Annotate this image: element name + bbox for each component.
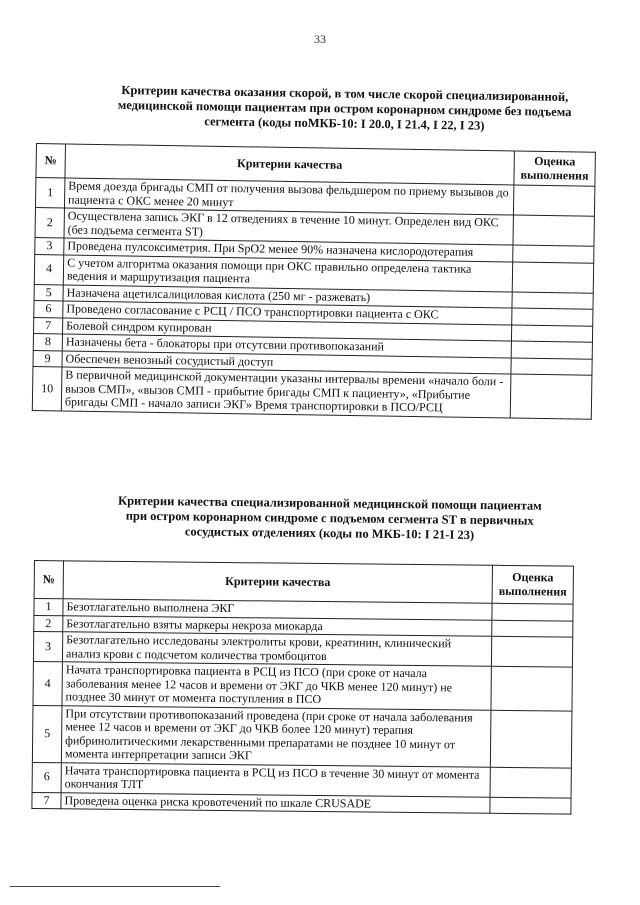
table-row: [32, 705, 572, 768]
evaluation-cell[interactable]: [511, 324, 592, 342]
row-number: 2: [34, 615, 63, 632]
evaluation-cell[interactable]: [490, 710, 572, 768]
criterion-text: Начата транспортировка пациента в РСЦ из ПСО (при сроке от начала заболевания менее 12 часов и времени от ЭКГ до ЧКВ менее 120 минут) не позднее 30 минут от момента поступления в ПСО: [62, 662, 491, 710]
row-number: 3: [33, 632, 62, 662]
evaluation-cell[interactable]: [492, 603, 573, 620]
header-criteria: Критерии качества: [63, 561, 492, 603]
evaluation-cell[interactable]: [513, 215, 594, 246]
criteria-table-2: [31, 560, 574, 815]
row-number: 2: [35, 207, 64, 237]
evaluation-cell[interactable]: [511, 341, 592, 359]
evaluation-cell[interactable]: [511, 357, 592, 375]
title-line: сегмента (коды поМКБ-10: I 20.0, I 21.4, I 22, I 23): [204, 114, 485, 133]
row-number: 3: [35, 237, 64, 254]
evaluation-cell[interactable]: [513, 245, 594, 263]
criterion-text: Проведена пулсоксиметрия. При SpO2 менее 90% назначена кислородотерапия: [64, 238, 513, 262]
criterion-text: Начата транспортировка пациента в РСЦ из ПСО в течение 30 минут от момента окончания ТЛТ: [61, 762, 490, 796]
criterion-text: Осуществлена запись ЭКГ в 12 отведениях в течение 10 минут. Определен вид ОКС (без подъема сегмента ST): [64, 208, 513, 245]
section2-title: [69, 493, 590, 544]
row-number: 1: [35, 178, 64, 208]
header-num: №: [36, 144, 66, 178]
header-evaluation: Оценка выполнения: [492, 565, 573, 604]
row-number: 5: [34, 284, 63, 301]
row-number: 7: [32, 792, 61, 809]
evaluation-cell[interactable]: [513, 185, 594, 216]
row-number: 8: [33, 333, 62, 350]
row-number: 10: [32, 366, 62, 410]
section1-title: [59, 82, 630, 136]
criterion-text: Безотлагательно выполнена ЭКГ: [63, 599, 492, 620]
criterion-text: Болевой синдром купирован: [63, 317, 512, 341]
evaluation-cell[interactable]: [512, 262, 593, 293]
criterion-text: В первичной медицинской документации указаны интервалы времени «начало боли - вызов СМП», «вызов СМП - прибытие бригады СМП к пациенту», «Прибытие бригады СМП - начало записи ЭКГ» Время транспортировки в ПСО/РСЦ: [61, 367, 511, 418]
row-number: 4: [33, 661, 62, 705]
criterion-text: Назначена ацетилсалициловая кислота (250 мг - разжевать): [63, 284, 512, 308]
criterion-text: Проведено согласование с РСЦ / ПСО транспортировки пациента с ОКС: [63, 301, 512, 325]
title-line: Критерии качества специализированной медицинской помощи пациентам: [117, 493, 542, 513]
header-criteria: Критерии качества: [65, 144, 514, 185]
criterion-text: Безотлагательно исследованы электролиты крови, креатинин, клинический анализ крови с подсчетом количества тромбоцитов: [62, 632, 491, 666]
criterion-text: Проведена оценка риска кровотечений по шкале CRUSADE: [61, 792, 490, 813]
footnote-divider: [10, 886, 220, 887]
row-number: 1: [34, 599, 63, 616]
title-line: медицинской помощи пациентам при остром коронарном синдроме без подъема: [117, 97, 572, 120]
evaluation-cell[interactable]: [512, 308, 593, 326]
row-number: 4: [34, 254, 63, 284]
criterion-text: Назначены бета - блокаторы при отсутсвии противопоказаний: [62, 334, 511, 358]
evaluation-cell[interactable]: [512, 291, 593, 309]
title-line: при остром коронарном синдроме с подъемом сегмента ST в первичных: [125, 508, 534, 528]
criterion-text: При отсутствии противопоказаний проведена (при сроке от начала заболевания менее 12 часов и времени от ЭКГ до ЧКВ более 120 минут) терапия фибринолитическими лекарственными препаратами не позднее 10 минут от момента интерпретации записи ЭКГ: [61, 705, 491, 766]
header-num: №: [34, 561, 63, 599]
evaluation-cell[interactable]: [490, 767, 571, 798]
row-number: 6: [34, 300, 63, 317]
row-number: 5: [32, 705, 62, 762]
header-evaluation: Оценка выполнения: [514, 151, 596, 186]
evaluation-cell[interactable]: [490, 797, 571, 814]
evaluation-cell[interactable]: [491, 636, 572, 667]
criteria-table-1: [32, 143, 596, 419]
evaluation-cell[interactable]: [510, 374, 592, 419]
evaluation-cell[interactable]: [492, 620, 573, 637]
criterion-text: Безотлагательно взяты маркеры некроза миокарда: [63, 615, 492, 636]
criterion-text: Время доезда бригады СМП от получения вызова фельдшером по приему вызывов до пациента с ОКС менее 20 минут: [64, 178, 513, 215]
row-number: 7: [34, 317, 63, 334]
row-number: 9: [33, 350, 62, 367]
table-row: [33, 661, 572, 710]
title-line: сосудистых отделениях (коды по МКБ-10: I 21-I 23): [184, 524, 475, 542]
table-row: [32, 366, 592, 418]
criterion-text: Обеспечен венозный сосудистый доступ: [62, 350, 511, 374]
page-number: 33: [314, 32, 326, 46]
criterion-text: С учетом алгоритма оказания помощи при ОКС правильно определена тактика ведения и маршрутизация пациента: [63, 254, 512, 291]
evaluation-cell[interactable]: [491, 666, 572, 710]
title-line: Критерии качества оказания скорой, в том числе скорой специализированной,: [121, 82, 569, 104]
row-number: 6: [32, 762, 61, 792]
